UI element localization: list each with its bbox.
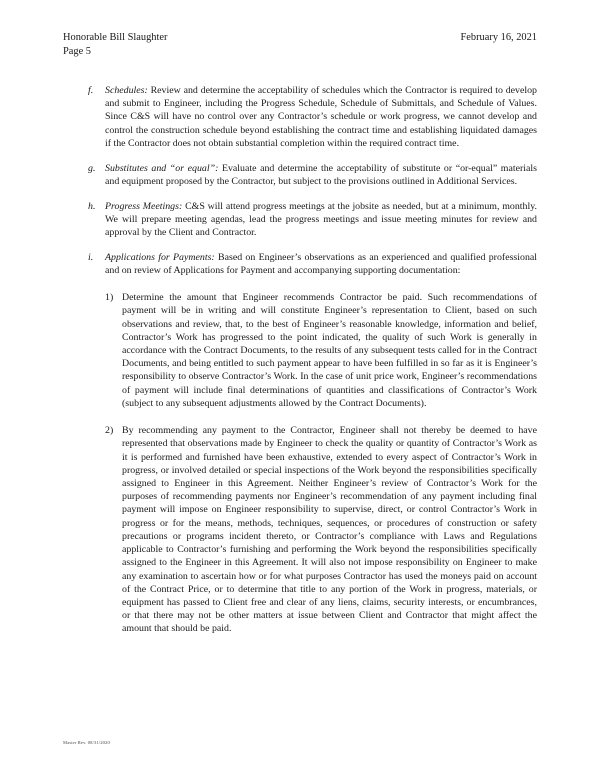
item-lead-g: Substitutes and “or equal”: [105,162,219,174]
sub-item-marker-1: 1) [105,292,114,304]
header-recipient-block [63,31,167,58]
item-lead-h: Progress Meetings: [105,200,183,212]
item-marker-i: i. [88,251,94,263]
item-marker-f: f. [88,85,94,96]
sub-item-text-2: By recommending any payment to the Contractor, Engineer shall not thereby be deemed to have represented that observations made by Engineer to check the quality or quantity of Contractor’s Work as it is performed and furnished have been exhaustive, extended to every aspect of Contractor’s Work in progress, or involved detailed or special inspections of the Work beyond the responsibilities specifically assigned to Engineer in this Agreement. Neither Engineer’s review of Contractor’s Work for the purposes of recommending payments nor Engineer’s recommendation of any payment including final payment will impose on Engineer responsibility to supervise, direct, or control Contractor’s Work in progress or for the means, methods, techniques, sequences, or procedures of construction or safety precautions or programs incident thereto, or Contractor’s compliance with Laws and Regulations applicable to Contractor’s furnishing and performing the Work beyond the responsibilities specifically assigned to the Engineer in this Agreement. It will also not impose responsibility on Engineer to make any examination to ascertain how or for what purposes Contractor has used the moneys paid on account of the Contract Price, or to determine that title to any portion of the Work in progress, materials, or equipment has passed to Client free and clear of any liens, claims, security interests, or encumbrances, or that there may not be other matters at issue between Client and Contractor that might affect the amount that should be paid. [122,425,537,635]
item-marker-g: g. [88,162,96,174]
document-body [63,84,537,636]
item-lead-f: Schedules: [105,85,148,96]
sub-item-marker-2: 2) [105,425,114,437]
page-number-label: Page 5 [63,45,91,57]
recipient-name: Honorable Bill Slaughter [63,32,168,43]
item-text-i: Based on Engineer’s observations as an experienced and qualified professional and on review of Applications for Payment and accompanying supporting documentation: [105,251,538,276]
list-item-h [63,200,537,240]
sub-list-item-2 [63,424,537,636]
page-header [63,31,537,58]
list-item-i [63,251,537,277]
sub-item-text-1: Determine the amount that Engineer recommends Contractor be paid. Such recommendations of payment will be in writing and will constitute Engineer’s representation to Client, based on such observations and review, that, to the best of Engineer’s reasonable knowledge, information and belief, Contractor’s Work has progressed to the point indicated, the quality of such Work is generally in accordance with the Contract Documents, to the results of any subsequent tests called for in the Contract Documents, and being entitled to such payment appear to have been fulfilled in so far as it is Engineer’s responsibility to observe Contractor’s Work. In the case of unit price work, Engineer’s recommendations of payment will include final determinations of quantities and classifications of Contractor’s Work (subject to any subsequent adjustments allowed by the Contract Documents). [122,292,537,409]
footer-revision-stamp: Master Rev. 08/31/2020 [63,740,110,745]
sub-list-item-1 [63,291,537,410]
list-item-g [63,162,537,188]
item-text-f: Review and determine the acceptability of schedules which the Contractor is required to develop and submit to Engineer, including the Progress Schedule, Schedule of Submittals, and Schedule of Values. Since C&S will have no control over any Contractor’s schedule or work progress, we cannot develop and control the construction schedule beyond establishing the contract time and establishing liquidated damages if the Contractor does not obtain substantial completion within the required contract time. [105,85,537,149]
item-text-h: C&S will attend progress meetings at the jobsite as needed, but at a minimum, monthly. We will prepare meeting agendas, lead the progress meetings and issue meeting minutes for review and approval by the Client and Contractor. [105,200,537,238]
item-lead-i: Applications for Payments: [105,251,215,263]
item-marker-h: h. [88,200,96,212]
list-item-f [63,84,537,150]
item-text-g: Evaluate and determine the acceptability of substitute or “or-equal” materials and equipment proposed by the Contractor, but subject to the provisions outlined in Additional Services. [105,162,537,187]
header-date: February 16, 2021 [460,32,537,43]
